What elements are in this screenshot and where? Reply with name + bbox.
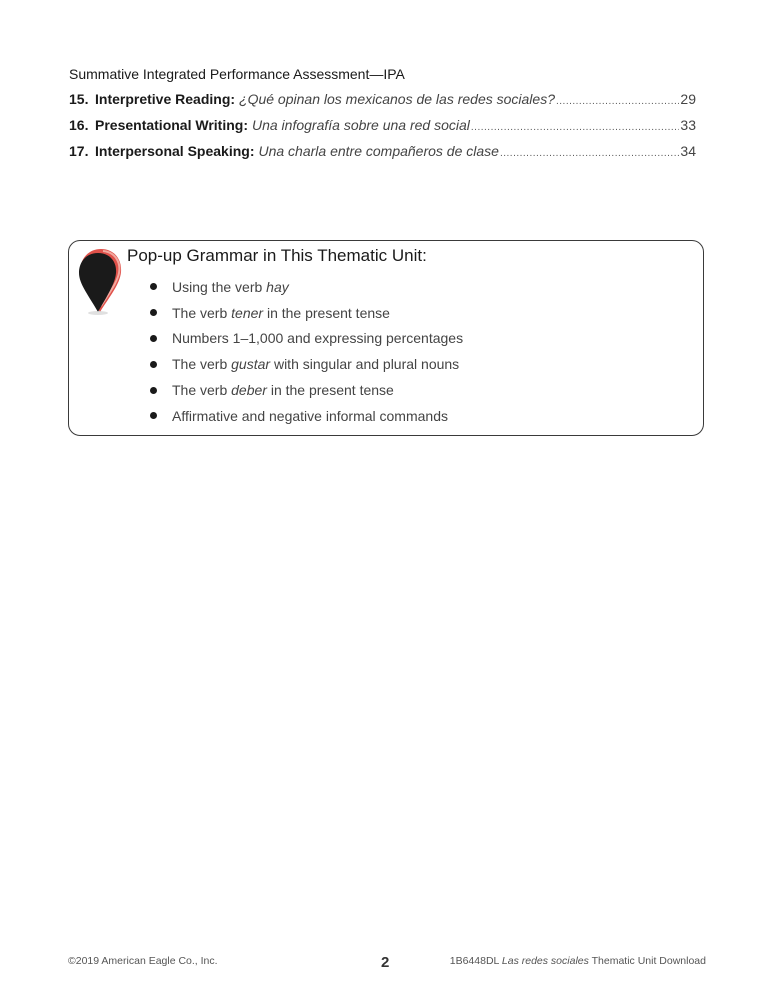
toc-page-number: 33	[680, 117, 696, 133]
map-pin-icon	[74, 246, 124, 316]
grammar-item-text: The verb gustar with singular and plural nouns	[172, 356, 460, 373]
grammar-item	[150, 300, 463, 326]
toc-page-number: 29	[680, 91, 696, 107]
toc-leader-dots	[471, 122, 680, 133]
grammar-item	[150, 351, 463, 377]
footer-copyright: ©2019 American Eagle Co., Inc.	[68, 955, 218, 967]
bullet-icon	[150, 335, 157, 342]
grammar-item-text: Using the verb hay	[172, 278, 289, 295]
toc-number: 16.	[69, 117, 89, 133]
toc-entry-16[interactable]	[69, 117, 696, 137]
footer-page-number: 2	[381, 954, 390, 971]
toc-leader-dots	[556, 96, 679, 107]
toc-label: Interpretive Reading:	[95, 91, 236, 107]
bullet-icon	[150, 309, 157, 316]
toc-title: Una charla entre compañeros de clase	[258, 143, 499, 159]
grammar-item-text: Affirmative and negative informal commands	[172, 407, 448, 424]
toc-heading: Summative Integrated Performance Assessment—IPA	[69, 66, 405, 82]
bullet-icon	[150, 283, 157, 290]
toc-number: 15.	[69, 91, 89, 107]
grammar-item-text: The verb tener in the present tense	[172, 304, 390, 321]
grammar-item	[150, 377, 463, 403]
grammar-list	[150, 274, 463, 429]
toc-label: Presentational Writing:	[95, 117, 248, 133]
toc-label: Interpersonal Speaking:	[95, 143, 255, 159]
toc-number: 17.	[69, 143, 89, 159]
toc-title: ¿Qué opinan los mexicanos de las redes sociales?	[239, 91, 555, 107]
grammar-title: Pop-up Grammar in This Thematic Unit:	[127, 246, 427, 265]
toc-title: Una infografía sobre una red social	[251, 117, 470, 133]
grammar-item	[150, 326, 463, 352]
toc-leader-dots	[500, 148, 679, 159]
bullet-icon	[150, 361, 157, 368]
toc-entry-15[interactable]	[69, 91, 696, 111]
grammar-item-text: Numbers 1–1,000 and expressing percentages	[172, 330, 464, 347]
toc-entry-17[interactable]	[69, 143, 696, 163]
grammar-item	[150, 403, 463, 429]
footer-product-info: 1B6448DL Las redes sociales Thematic Unit Download	[449, 955, 706, 967]
grammar-item	[150, 274, 463, 300]
grammar-item-text: The verb deber in the present tense	[172, 382, 394, 399]
toc-page-number: 34	[680, 143, 696, 159]
bullet-icon	[150, 387, 157, 394]
bullet-icon	[150, 412, 157, 419]
